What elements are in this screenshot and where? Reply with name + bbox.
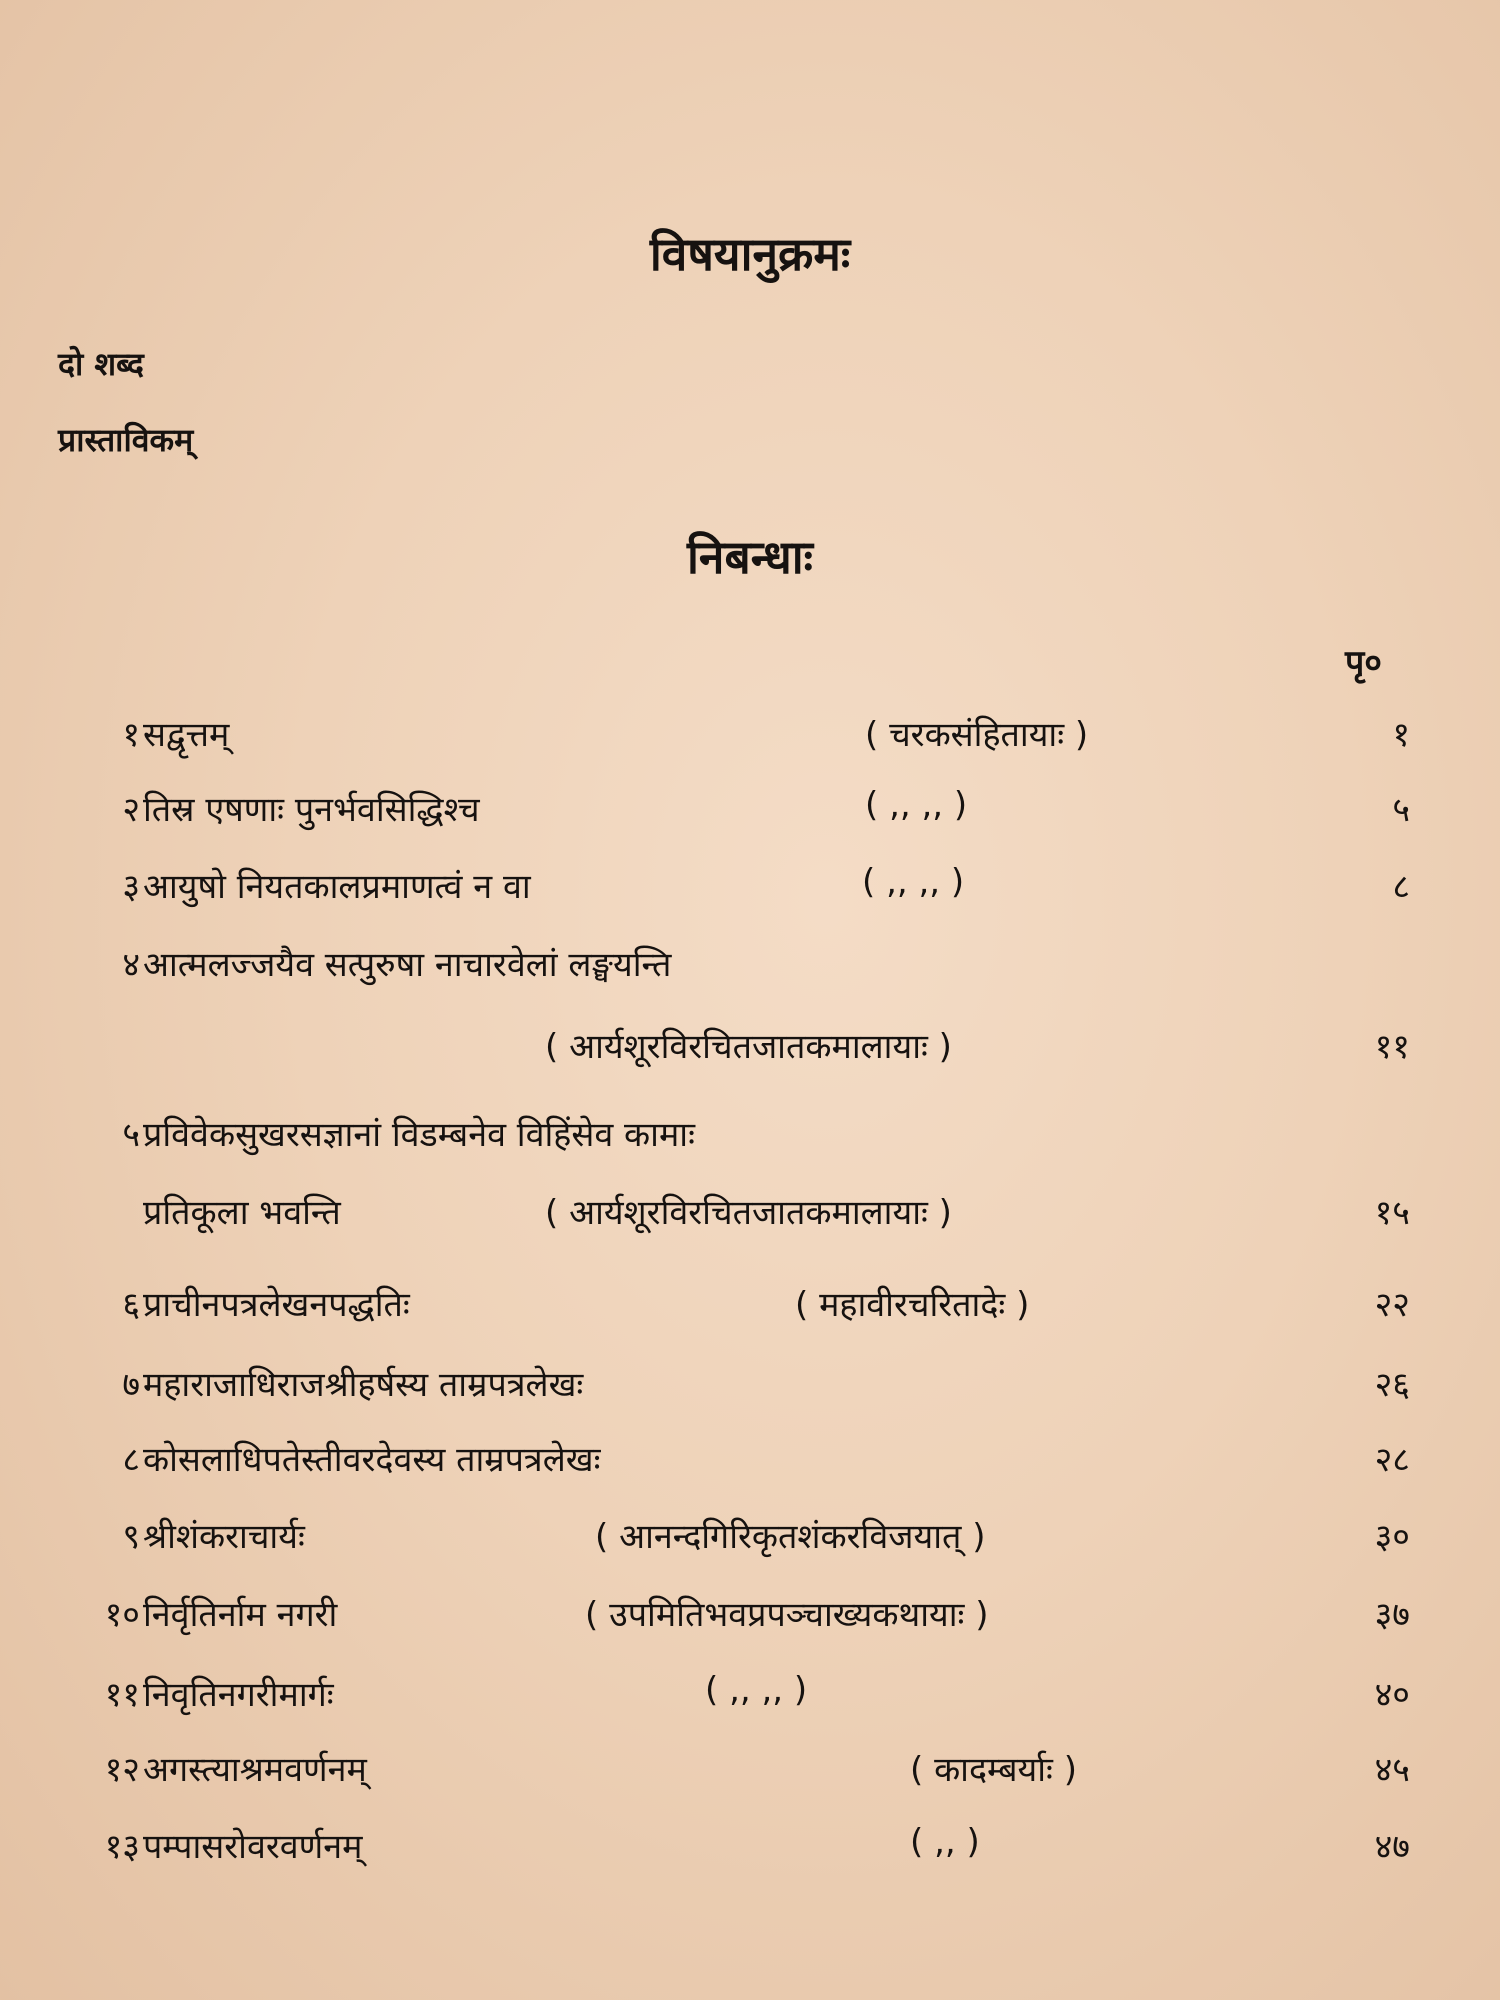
- entry-source: ( ,, ,, ): [862, 862, 965, 902]
- entry-number: ७: [122, 1365, 140, 1405]
- front-matter-do-shabd: दो शब्द: [58, 345, 144, 383]
- entry-page: २६: [1374, 1365, 1410, 1405]
- entry-title: सद्वृत्तम्: [143, 715, 230, 755]
- entry-page: ८: [1392, 867, 1410, 907]
- front-matter-prastavikam: प्रास्ताविकम्: [58, 421, 194, 459]
- entry-number: १०: [104, 1595, 140, 1635]
- entry-page: २८: [1374, 1440, 1410, 1480]
- toc-row: [0, 940, 1500, 990]
- page-column-label: पृ०: [1345, 643, 1382, 683]
- entry-source: ( महावीरचरितादेः ): [795, 1285, 1030, 1325]
- toc-row: [0, 1360, 1500, 1410]
- toc-row: [0, 1670, 1500, 1720]
- entry-title: आयुषो नियतकालप्रमाणत्वं न वा: [143, 867, 531, 907]
- entry-page: ४७: [1374, 1827, 1410, 1867]
- entry-page: ५: [1392, 790, 1410, 830]
- toc-row-continued: [0, 1188, 1500, 1238]
- entry-title: प्राचीनपत्रलेखनपद्धतिः: [143, 1285, 410, 1325]
- entry-number: ३: [122, 867, 140, 907]
- entry-number: २: [122, 790, 140, 830]
- entry-page: १५: [1374, 1193, 1410, 1233]
- entry-source: ( उपमितिभवप्रपञ्चाख्यकथायाः ): [585, 1595, 989, 1635]
- toc-row: [0, 1110, 1500, 1160]
- toc-row: [0, 1435, 1500, 1485]
- entry-page: ४०: [1374, 1675, 1410, 1715]
- entry-title: कोसलाधिपतेस्तीवरदेवस्य ताम्रपत्रलेखः: [143, 1440, 601, 1480]
- entry-title: निर्वृतिर्नाम नगरी: [143, 1595, 338, 1635]
- toc-row: [0, 710, 1500, 760]
- entry-number: ९: [122, 1517, 140, 1557]
- entry-number: ११: [104, 1675, 140, 1715]
- entry-number: १३: [104, 1827, 140, 1867]
- entry-page: २२: [1374, 1285, 1410, 1325]
- toc-row: [0, 1280, 1500, 1330]
- entry-source: ( ,, ,, ): [705, 1670, 808, 1710]
- entry-title: अगस्त्याश्रमवर्णनम्: [143, 1750, 367, 1790]
- entry-title: तिस्र एषणाः पुनर्भवसिद्धिश्च: [143, 790, 480, 830]
- toc-row: [0, 1822, 1500, 1872]
- entry-title: श्रीशंकराचार्यः: [143, 1517, 305, 1557]
- entry-title: महाराजाधिराजश्रीहर्षस्य ताम्रपत्रलेखः: [143, 1365, 584, 1405]
- entry-title: प्रतिकूला भवन्ति: [143, 1193, 341, 1233]
- entry-title: निवृतिनगरीमार्गः: [143, 1675, 334, 1715]
- entry-source: ( ,, ): [910, 1822, 980, 1862]
- entry-source: ( चरकसंहितायाः ): [865, 715, 1089, 755]
- entry-number: ६: [122, 1285, 140, 1325]
- page-title: विषयानुक्रमः: [649, 227, 851, 281]
- entry-title: आत्मलज्जयैव सत्पुरुषा नाचारवेलां लङ्घयन्ति: [143, 945, 672, 985]
- entry-page: ३०: [1374, 1517, 1410, 1557]
- entry-page: ३७: [1374, 1595, 1410, 1635]
- entry-number: १: [122, 715, 140, 755]
- entry-page: ११: [1374, 1027, 1410, 1067]
- entry-source: ( आनन्दगिरिकृतशंकरविजयात् ): [595, 1517, 986, 1557]
- entry-source: ( कादम्बर्याः ): [910, 1750, 1077, 1790]
- toc-row: [0, 1745, 1500, 1795]
- entry-source: ( आर्यशूरविरचितजातकमालायाः ): [545, 1193, 952, 1233]
- entry-page: ४५: [1374, 1750, 1410, 1790]
- toc-row: [0, 862, 1500, 912]
- entry-number: ८: [122, 1440, 140, 1480]
- entry-number: ४: [122, 945, 140, 985]
- entry-title: प्रविवेकसुखरसज्ञानां विडम्बनेव विहिंसेव कामाः: [143, 1115, 695, 1155]
- entry-source: ( आर्यशूरविरचितजातकमालायाः ): [545, 1027, 952, 1067]
- entry-number: ५: [122, 1115, 140, 1155]
- toc-row-continued: [0, 1022, 1500, 1072]
- section-heading: निबन्धाः: [687, 530, 813, 584]
- entry-title: पम्पासरोवरवर्णनम्: [143, 1827, 363, 1867]
- entry-number: १२: [104, 1750, 140, 1790]
- entry-page: १: [1392, 715, 1410, 755]
- toc-row: [0, 1590, 1500, 1640]
- entry-source: ( ,, ,, ): [865, 785, 968, 825]
- toc-row: [0, 785, 1500, 835]
- toc-row: [0, 1512, 1500, 1562]
